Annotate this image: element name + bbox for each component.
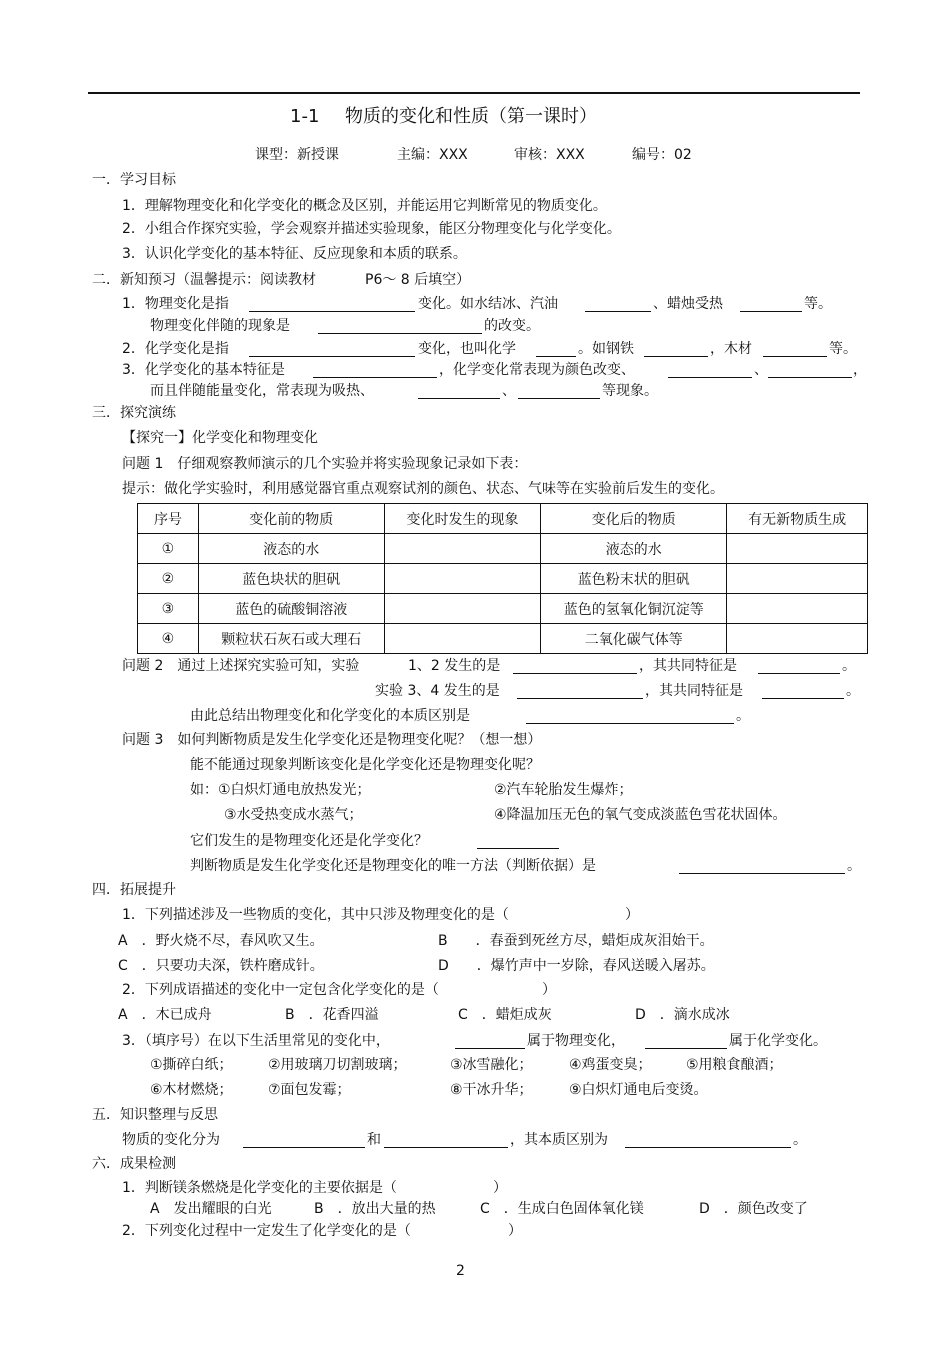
blank-exp34-type[interactable] bbox=[517, 698, 643, 699]
s2-text: 2．化学变化是指 bbox=[122, 341, 229, 357]
option-item: ⑤用粮食酿酒； bbox=[686, 1057, 783, 1073]
blank-physical-phenomenon[interactable] bbox=[318, 333, 482, 334]
cell-before: 蓝色块状的胆矾 bbox=[198, 564, 384, 594]
s2-text: 、 bbox=[754, 362, 768, 378]
blank-physical-items[interactable] bbox=[455, 1048, 525, 1049]
choice-a[interactable]: A ．野火烧不尽，春风吹又生。 bbox=[118, 933, 324, 949]
choice-d[interactable]: D ．颜色改变了 bbox=[699, 1201, 808, 1217]
q2-text: 实验 3、4 发生的是 bbox=[375, 683, 500, 699]
cell-before: 颗粒状石灰石或大理石 bbox=[198, 624, 384, 654]
q3-text: ②汽车轮胎发生爆炸； bbox=[494, 782, 633, 798]
meta-type: 课型：新授课 bbox=[255, 147, 339, 163]
s1-item: 1．理解物理变化和化学变化的概念及区别，并能运用它判断常见的物质变化。 bbox=[122, 198, 607, 214]
choice-c[interactable]: C ．只要功夫深，铁杵磨成针。 bbox=[118, 958, 324, 974]
cell-index: ③ bbox=[138, 594, 199, 624]
blank-chemical-definition[interactable] bbox=[249, 356, 415, 357]
q2-text: 由此总结出物理变化和化学变化的本质区别是 bbox=[190, 708, 470, 724]
q2-text: 。 bbox=[736, 708, 750, 724]
s1-item: 2．小组合作探究实验，学会观察并描述实验现象，能区分物理变化与化学变化。 bbox=[122, 221, 621, 237]
choice-c[interactable]: C ．蜡炬成灰 bbox=[458, 1007, 552, 1023]
s2-text: 等。 bbox=[829, 341, 857, 357]
s1-item: 3．认识化学变化的基本特征、反应现象和本质的联系。 bbox=[122, 246, 467, 262]
col-header: 变化时发生的现象 bbox=[384, 504, 541, 534]
q3-text: 它们发生的是物理变化还是化学变化？ bbox=[190, 833, 428, 849]
choice-d[interactable]: D ．滴水成冰 bbox=[635, 1007, 730, 1023]
s6-heading: 六．成果检测 bbox=[92, 1156, 176, 1172]
blank-chemical-alias[interactable] bbox=[536, 356, 576, 357]
table-row bbox=[138, 624, 868, 654]
s4-heading: 四．拓展提升 bbox=[92, 882, 176, 898]
meta-editor: 主编：XXX bbox=[397, 147, 468, 163]
s2-heading: 二．新知预习（温馨提示：阅读教材 bbox=[92, 272, 316, 288]
inquiry-title: 【探究一】化学变化和物理变化 bbox=[122, 430, 318, 446]
blank-phenomenon-2[interactable] bbox=[768, 377, 852, 378]
s2-text: 等。 bbox=[804, 296, 832, 312]
blank-change-type[interactable] bbox=[477, 848, 559, 849]
s2-text: 1．物理变化是指 bbox=[122, 296, 229, 312]
blank-energy-1[interactable] bbox=[418, 398, 500, 399]
table-row bbox=[138, 594, 868, 624]
cell-new-substance[interactable] bbox=[727, 564, 868, 594]
option-item: ⑧干冰升华； bbox=[450, 1082, 533, 1098]
table-header-row bbox=[138, 504, 868, 534]
cell-index: ① bbox=[138, 534, 199, 564]
cell-phenomenon[interactable] bbox=[384, 624, 541, 654]
s2-text: 而且伴随能量变化，常表现为吸热、 bbox=[150, 383, 374, 399]
option-item: ⑥木材燃烧； bbox=[150, 1082, 233, 1098]
s2-text: ，化学变化常表现为颜色改变、 bbox=[439, 362, 635, 378]
cell-new-substance[interactable] bbox=[727, 624, 868, 654]
blank-judgement-basis[interactable] bbox=[679, 873, 845, 874]
table-row bbox=[138, 534, 868, 564]
q3-text: ③水受热变成水蒸气； bbox=[224, 807, 363, 823]
option-item: ⑦面包发霉； bbox=[268, 1082, 351, 1098]
blank-physical-definition[interactable] bbox=[249, 311, 415, 312]
s5-text: 和 bbox=[367, 1132, 381, 1148]
page-number: 2 bbox=[456, 1263, 465, 1279]
q2-text: ，其共同特征是 bbox=[639, 658, 737, 674]
q3-text: ④降温加压无色的氧气变成淡蓝色雪花状固体。 bbox=[494, 807, 787, 823]
s2-text: 、蜡烛受热 bbox=[653, 296, 723, 312]
meta-number: 编号：02 bbox=[632, 147, 692, 163]
blank-phenomenon-1[interactable] bbox=[668, 377, 752, 378]
s4-q3: 3．（填序号）在以下生活里常见的变化中， bbox=[122, 1033, 390, 1049]
cell-after: 液态的水 bbox=[541, 534, 727, 564]
cell-new-substance[interactable] bbox=[727, 534, 868, 564]
s2-text: 。如钢铁 bbox=[578, 341, 634, 357]
s2-text: 的改变。 bbox=[484, 318, 540, 334]
q2-text: ，其共同特征是 bbox=[645, 683, 743, 699]
s5-text: 物质的变化分为 bbox=[122, 1132, 220, 1148]
meta-reviewer: 审核：XXX bbox=[514, 147, 585, 163]
cell-after: 蓝色的氢氧化铜沉淀等 bbox=[541, 594, 727, 624]
cell-before: 液态的水 bbox=[198, 534, 384, 564]
s2-text: 物理变化伴随的现象是 bbox=[150, 318, 290, 334]
s4-q1: 1．下列描述涉及一些物质的变化，其中只涉及物理变化的是（ bbox=[122, 907, 509, 923]
option-item: ⑨白炽灯通电后变烫。 bbox=[569, 1082, 708, 1098]
choice-b[interactable]: B ．花香四溢 bbox=[285, 1007, 379, 1023]
q2-text: 问题 2 通过上述探究实验可知，实验 bbox=[122, 658, 360, 674]
s3-heading: 三．探究演练 bbox=[92, 405, 176, 421]
cell-after: 蓝色粉末状的胆矾 bbox=[541, 564, 727, 594]
choice-a[interactable]: A 发出耀眼的白光 bbox=[150, 1201, 272, 1217]
blank-change-kind-2[interactable] bbox=[384, 1147, 508, 1148]
q3-text: 如：①白炽灯通电放热发光； bbox=[190, 782, 371, 798]
cell-index: ② bbox=[138, 564, 199, 594]
cell-index: ④ bbox=[138, 624, 199, 654]
blank-exp12-feature[interactable] bbox=[758, 673, 840, 674]
s4-q2: 2．下列成语描述的变化中一定包含化学变化的是（ bbox=[122, 982, 439, 998]
choice-c[interactable]: C ．生成白色固体氧化镁 bbox=[480, 1201, 644, 1217]
cell-before: 蓝色的硫酸铜溶液 bbox=[198, 594, 384, 624]
s4-q3: 属于化学变化。 bbox=[729, 1033, 827, 1049]
blank-chemical-feature[interactable] bbox=[313, 377, 437, 378]
blank-gasoline[interactable] bbox=[585, 311, 651, 312]
s6-q2-end: ） bbox=[508, 1223, 522, 1239]
hint: 提示：做化学实验时，利用感觉器官重点观察试剂的颜色、状态、气味等在实验前后发生的变化。 bbox=[122, 481, 724, 497]
blank-exp34-feature[interactable] bbox=[762, 698, 844, 699]
observation-table bbox=[137, 503, 868, 654]
title-number: 1-1 bbox=[290, 106, 320, 127]
cell-phenomenon[interactable] bbox=[384, 534, 541, 564]
q3-text: 。 bbox=[847, 858, 861, 874]
cell-phenomenon[interactable] bbox=[384, 594, 541, 624]
s4-q2-end: ） bbox=[542, 982, 556, 998]
s2-text: 等现象。 bbox=[602, 383, 658, 399]
s2-text: 变化。如水结冰、汽油 bbox=[418, 296, 558, 312]
col-header: 有无新物质生成 bbox=[727, 504, 868, 534]
s5-heading: 五．知识整理与反思 bbox=[92, 1107, 218, 1123]
table-row bbox=[138, 564, 868, 594]
blank-essential-difference[interactable] bbox=[526, 723, 734, 724]
q3-text: 判断物质是发生化学变化还是物理变化的唯一方法（判断依据）是 bbox=[190, 858, 596, 874]
s1-heading: 一．学习目标 bbox=[92, 172, 176, 188]
s2-text: ， bbox=[853, 362, 867, 378]
s6-q1: 1．判断镁条燃烧是化学变化的主要依据是（ bbox=[122, 1180, 397, 1196]
blank-wood[interactable] bbox=[763, 356, 827, 357]
choice-d[interactable]: D ．爆竹声中一岁除，春风送暖入屠苏。 bbox=[438, 958, 715, 974]
s2-text: ，木材 bbox=[710, 341, 752, 357]
page-title: 物质的变化和性质（第一课时） bbox=[345, 106, 597, 127]
cell-after: 二氧化碳气体等 bbox=[541, 624, 727, 654]
question-1: 问题 1 仔细观察教师演示的几个实验并将实验现象记录如下表： bbox=[122, 456, 528, 472]
q2-text: 。 bbox=[842, 658, 856, 674]
option-item: ②用玻璃刀切割玻璃； bbox=[268, 1057, 407, 1073]
option-item: ①撕碎白纸； bbox=[150, 1057, 233, 1073]
cell-new-substance[interactable] bbox=[727, 594, 868, 624]
s2-text: 、 bbox=[502, 383, 516, 399]
blank-energy-2[interactable] bbox=[518, 398, 600, 399]
col-header: 变化前的物质 bbox=[198, 504, 384, 534]
s2-text: 3．化学变化的基本特征是 bbox=[122, 362, 285, 378]
choice-b[interactable]: B ．春蚕到死丝方尽，蜡炬成灰泪始干。 bbox=[438, 933, 714, 949]
blank-steel[interactable] bbox=[644, 356, 708, 357]
s4-q3: 属于物理变化， bbox=[527, 1033, 625, 1049]
q3-text: 问题 3 如何判断物质是发生化学变化还是物理变化呢？（想一想） bbox=[122, 732, 542, 748]
choice-b[interactable]: B ．放出大量的热 bbox=[314, 1201, 436, 1217]
blank-chemical-items[interactable] bbox=[645, 1048, 727, 1049]
col-header: 序号 bbox=[138, 504, 199, 534]
option-item: ④鸡蛋变臭； bbox=[569, 1057, 652, 1073]
q3-text: 能不能通过现象判断该变化是化学变化还是物理变化呢？ bbox=[190, 757, 540, 773]
blank-candle[interactable] bbox=[740, 311, 802, 312]
s2-text: 变化，也叫化学 bbox=[418, 341, 516, 357]
q2-text: 。 bbox=[846, 683, 860, 699]
choice-a[interactable]: A ．木已成舟 bbox=[118, 1007, 212, 1023]
blank-change-kind-1[interactable] bbox=[243, 1147, 365, 1148]
option-item: ③冰雪融化； bbox=[450, 1057, 533, 1073]
s5-text: ，其本质区别为 bbox=[510, 1132, 608, 1148]
col-header: 变化后的物质 bbox=[541, 504, 727, 534]
s6-q2: 2．下列变化过程中一定发生了化学变化的是（ bbox=[122, 1223, 411, 1239]
q2-text: 1、2 发生的是 bbox=[408, 658, 501, 674]
blank-exp12-type[interactable] bbox=[513, 673, 637, 674]
cell-phenomenon[interactable] bbox=[384, 564, 541, 594]
s6-q1-end: ） bbox=[493, 1180, 507, 1196]
top-rule bbox=[88, 92, 860, 94]
s4-q1-end: ） bbox=[625, 907, 639, 923]
blank-difference[interactable] bbox=[625, 1147, 791, 1148]
s5-text: 。 bbox=[793, 1132, 807, 1148]
s2-heading-pages: P6～ 8 后填空） bbox=[365, 272, 471, 288]
